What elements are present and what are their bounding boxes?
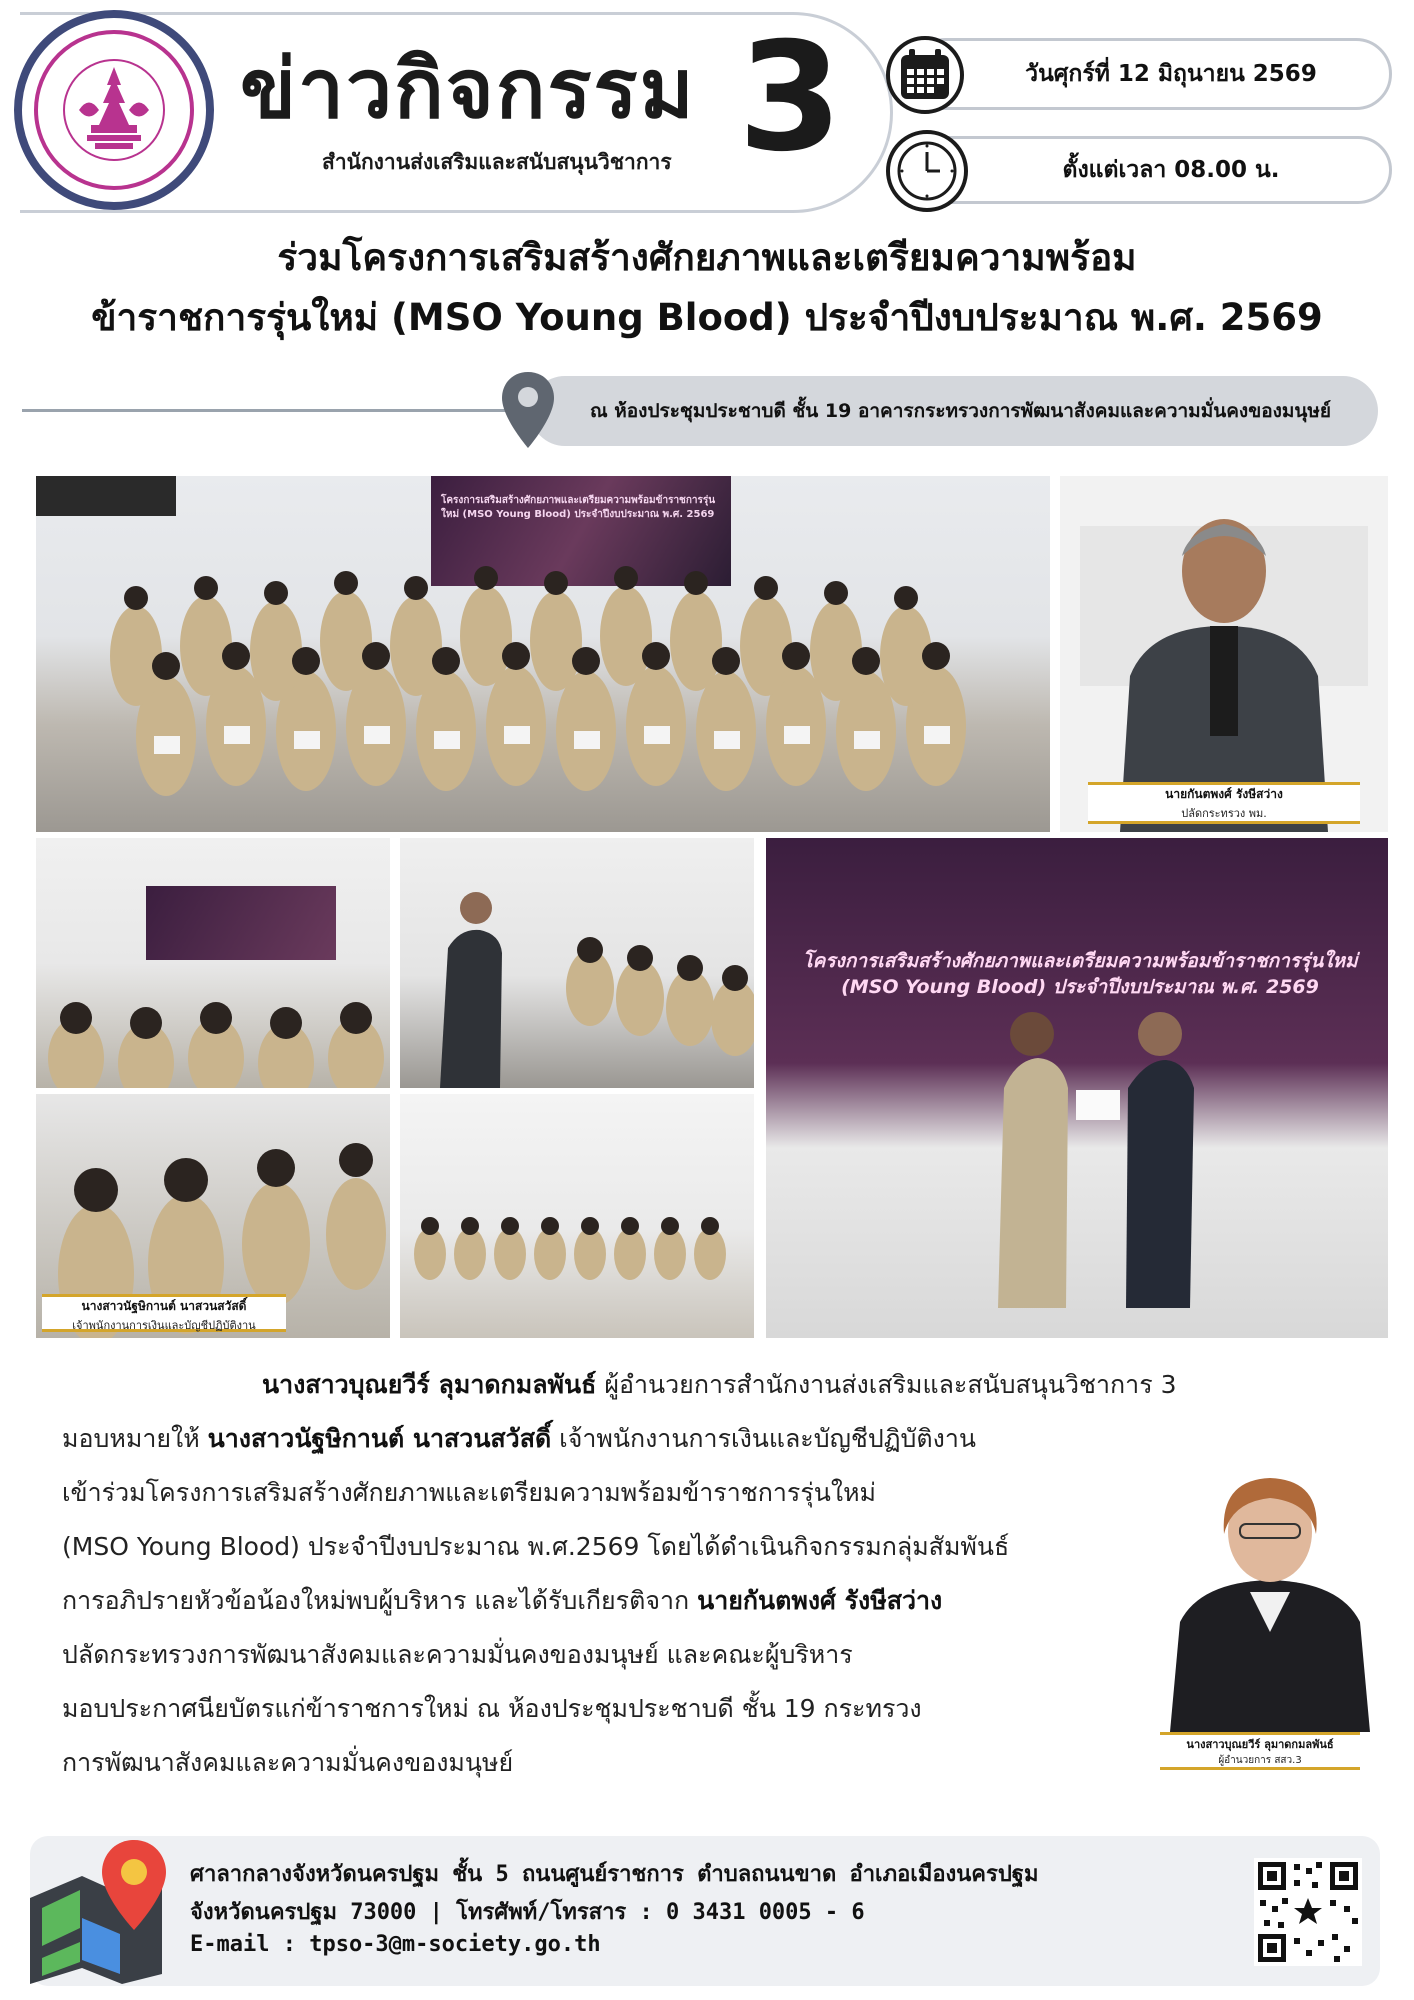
seminar-photo-2 <box>400 838 754 1088</box>
staff-caption <box>42 1294 286 1332</box>
event-date: วันศุกร์ที่ 12 มิถุนายน 2569 <box>1025 61 1317 87</box>
headline-line-2: ข้าราชการรุ่นใหม่ (MSO Young Blood) ประจำปีงบประมาณ พ.ศ. 2569 <box>91 296 1323 339</box>
clock-icon <box>886 130 968 212</box>
staff-position: เจ้าพนักงานการเงินและบัญชีปฏิบัติงาน <box>72 1319 256 1332</box>
qr-code-icon[interactable] <box>1254 1858 1362 1966</box>
screen-text: โครงการเสริมสร้างศักยภาพและเตรียมความพร้อมข้าราชการรุ่นใหม่ (MSO Young Blood) ประจำปีงบประมาณ พ.ศ. 2569 <box>441 495 716 520</box>
map-pin-icon <box>500 370 556 450</box>
people-group <box>76 536 1046 826</box>
newsletter-title: ข่าวกิจกรรม <box>240 42 696 137</box>
headline-line-1: ร่วมโครงการเสริมสร้างศักยภาพและเตรียมความพร้อม <box>277 236 1137 279</box>
director-caption <box>1160 1732 1360 1770</box>
minister-portrait <box>1060 476 1388 832</box>
office-subtitle: สำนักงานส่งเสริมและสนับสนุนวิชาการ <box>322 150 672 174</box>
event-time: ตั้งแต่เวลา 08.00 น. <box>1062 157 1280 183</box>
location-divider <box>22 409 562 412</box>
body-line-7: มอบประกาศนียบัตรแก่ข้าราชการใหม่ ณ ห้องประชุมประชาบดี ชั้น 19 กระทรวง <box>62 1694 922 1723</box>
body-line-6: ปลัดกระทรวงการพัฒนาสังคมและความมั่นคงของมนุษย์ และคณะผู้บริหาร <box>62 1640 853 1669</box>
group-photo <box>36 476 1050 832</box>
minister-position: ปลัดกระทรวง พม. <box>1181 807 1267 820</box>
location-pill <box>530 376 1378 446</box>
body-line-1: นางสาวบุณยวีร์ ลุมาดกมลพันธ์ ผู้อำนวยการสำนักงานส่งเสริมและสนับสนุนวิชาการ 3 <box>262 1370 1177 1399</box>
location-text: ณ ห้องประชุมประชาบดี ชั้น 19 อาคารกระทรวงการพัฒนาสังคมและความมั่นคงของมนุษย์ <box>590 400 1332 422</box>
body-line-2: มอบหมายให้ นางสาวนัฐษิกานต์ นาสวนสวัสดิ์ เจ้าพนักงานการเงินและบัญชีปฏิบัติงาน <box>62 1424 976 1453</box>
logo-emblem-icon <box>34 30 194 190</box>
minister-name: นายกันตพงศ์ รังษีสว่าง <box>1165 787 1283 801</box>
seminar-photo-1 <box>36 838 390 1088</box>
certificate-screen-text: โครงการเสริมสร้างศักยภาพและเตรียมความพร้อมข้าราชการรุ่นใหม่ (MSO Young Blood) ประจำปีงบประมาณ พ.ศ. 2569 <box>802 950 1358 998</box>
staff-name-inline: นางสาวนัฐษิกานต์ นาสวนสวัสดิ์ <box>207 1424 552 1453</box>
body-line-4: (MSO Young Blood) ประจำปีงบประมาณ พ.ศ.2569 โดยได้ดำเนินกิจกรรมกลุ่มสัมพันธ์ <box>62 1532 1010 1561</box>
time-pill <box>910 136 1392 204</box>
body-line-8: การพัฒนาสังคมและความมั่นคงของมนุษย์ <box>62 1748 514 1777</box>
audience-photo <box>400 1094 754 1338</box>
footer-email[interactable]: E-mail : tpso-3@m-society.go.th <box>190 1932 601 1957</box>
newsletter-number: 3 <box>738 11 843 185</box>
staff-name: นางสาวนัฐษิกานต์ นาสวนสวัสดิ์ <box>81 1299 247 1313</box>
maps-app-icon <box>22 1838 170 1986</box>
footer-address-1: ศาลากลางจังหวัดนครปฐม ชั้น 5 ถนนศูนย์ราชการ ตำบลถนนขาด อำเภอเมืองนครปฐม <box>190 1862 1039 1887</box>
director-portrait <box>1160 1462 1380 1772</box>
minister-caption <box>1088 782 1360 824</box>
body-line-3: เข้าร่วมโครงการเสริมสร้างศักยภาพและเตรียมความพร้อมข้าราชการรุ่นใหม่ <box>62 1478 877 1507</box>
footer-address-2: จังหวัดนครปฐม 73000 | โทรศัพท์/โทรสาร : 0 3431 0005 - 6 <box>190 1900 865 1925</box>
director-name: นางสาวบุณยวีร์ ลุมาดกมลพันธ์ <box>262 1370 597 1399</box>
director-caption-position: ผู้อำนวยการ สสว.3 <box>1218 1755 1302 1766</box>
body-line-5: การอภิปรายหัวข้อน้องใหม่พบผู้บริหาร และได้รับเกียรติจาก นายกันตพงศ์ รังษีสว่าง <box>62 1586 943 1615</box>
director-caption-name: นางสาวบุณยวีร์ ลุมาดกมลพันธ์ <box>1186 1738 1334 1751</box>
date-pill <box>910 38 1392 110</box>
minister-name-inline: นายกันตพงศ์ รังษีสว่าง <box>697 1586 943 1615</box>
agency-logo <box>14 10 214 210</box>
participants-photo <box>36 1094 390 1338</box>
calendar-icon <box>886 36 964 114</box>
certificate-photo <box>766 838 1388 1338</box>
